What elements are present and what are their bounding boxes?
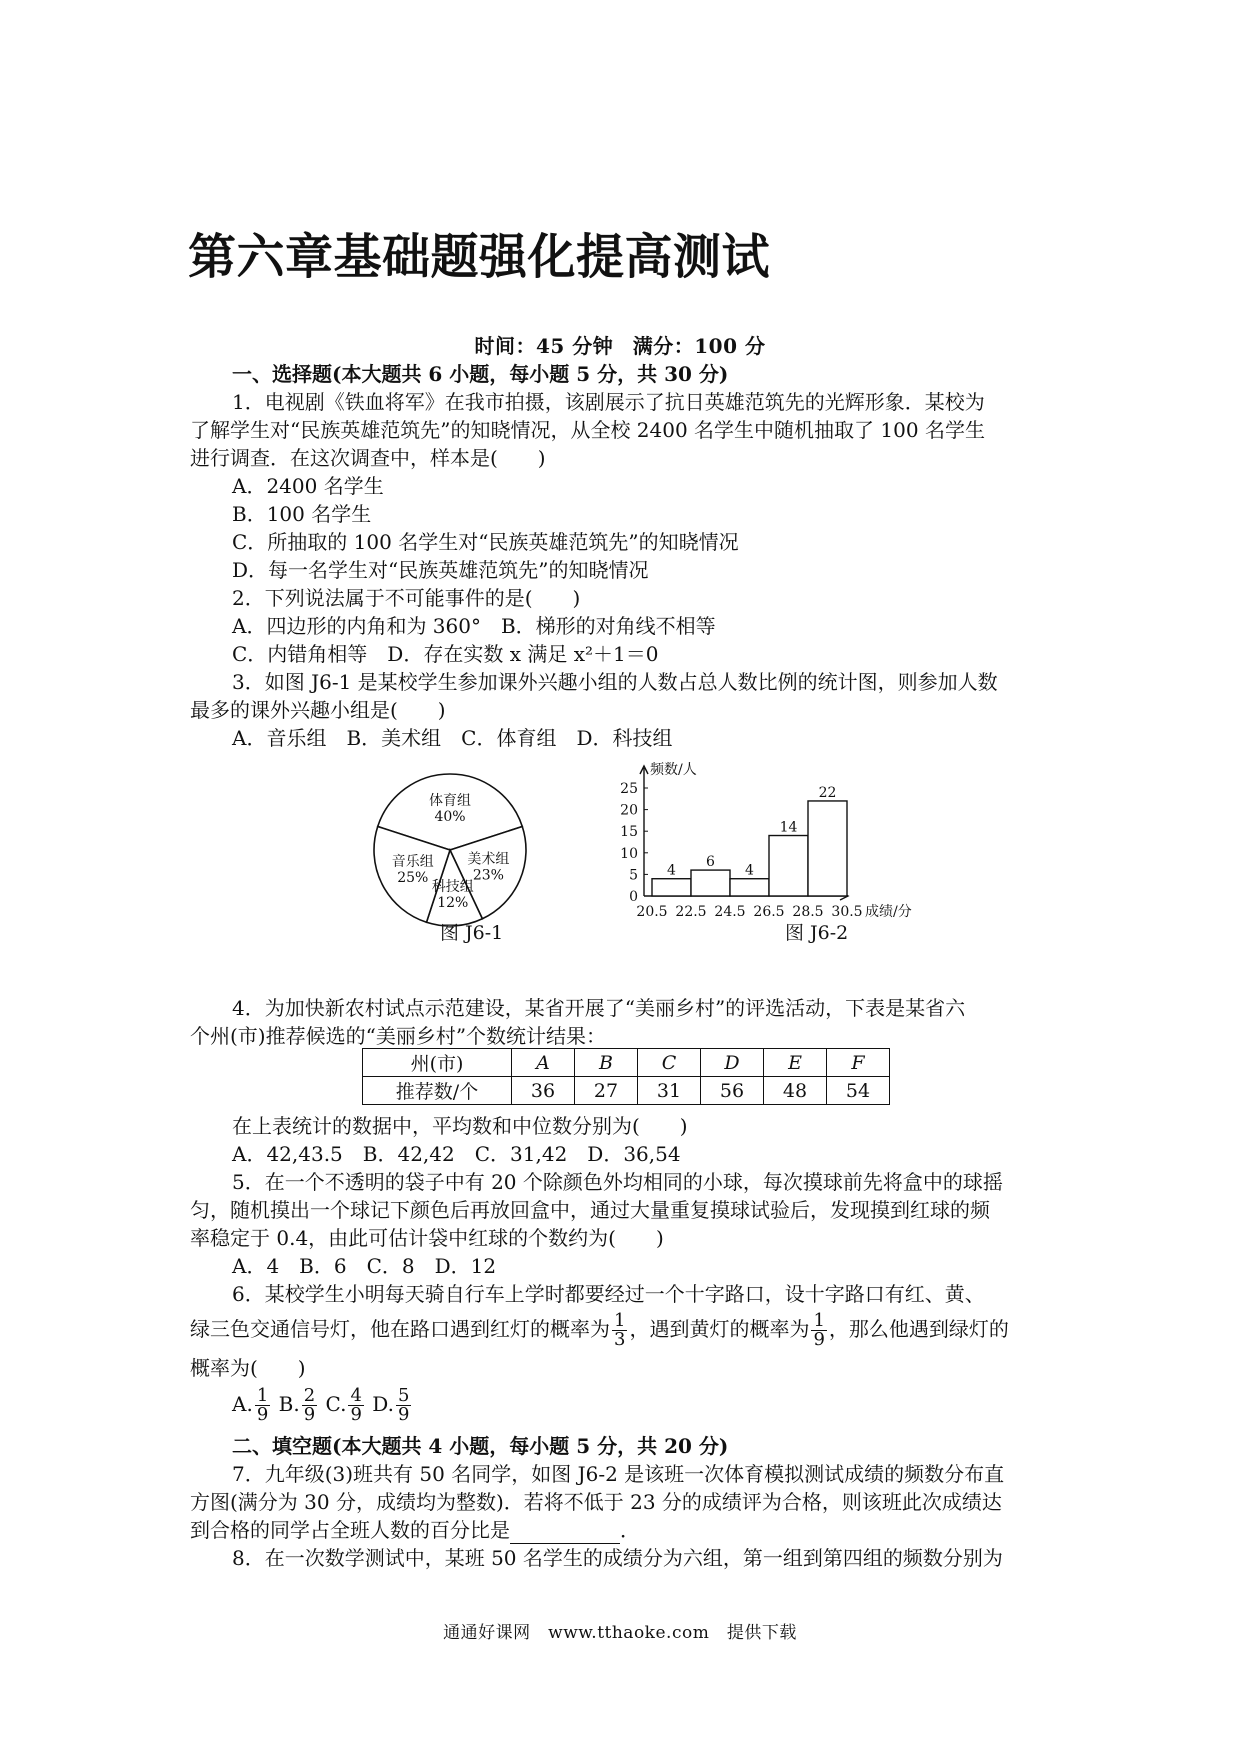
- table-header-cell: F: [827, 1049, 890, 1077]
- question-text: 率稳定于 0.4，由此可估计袋中红球的个数约为( ): [190, 1226, 664, 1250]
- questions-block-1: [190, 360, 1055, 752]
- fraction-numerator: 1: [614, 1310, 626, 1331]
- question-text: 3．如图 J6-1 是某校学生参加课外兴趣小组的人数占总人数比例的统计图，则参加人数: [232, 670, 998, 694]
- questions-block-2: [190, 994, 1055, 1050]
- histogram-bar: [769, 836, 808, 896]
- pie-percent-label: 25%: [397, 870, 429, 886]
- bar-value-label: 4: [745, 862, 754, 879]
- fraction-denominator: 9: [813, 1329, 825, 1350]
- histogram-bar: [808, 801, 847, 896]
- question-text: 4．为加快新农村试点示范建设，某省开展了“美丽乡村”的评选活动，下表是某省六: [232, 996, 966, 1020]
- x-axis-label: 成绩/分: [865, 904, 912, 920]
- page-footer: 通通好课网 www.tthaoke.com 提供下载: [443, 1623, 797, 1643]
- x-tick-label: 30.5: [831, 904, 863, 920]
- table-header-cell: A: [512, 1049, 575, 1077]
- text-run: ，遇到黄灯的概率为: [629, 1317, 810, 1341]
- question-text: 7．九年级(3)班共有 50 名同学，如图 J6-2 是该班一次体育模拟测试成绩的频数分布直: [232, 1462, 1005, 1486]
- option-label: C.: [325, 1392, 347, 1416]
- option-label: D.: [372, 1392, 394, 1416]
- question-text: 个州(市)推荐候选的“美丽乡村”个数统计结果：: [190, 1024, 607, 1048]
- question-text: 概率为( ): [190, 1356, 306, 1380]
- pie-label: 科技组: [431, 879, 474, 895]
- x-tick-label: 20.5: [636, 904, 668, 920]
- table-header-cell: 推荐数/个: [363, 1077, 512, 1105]
- question-text: 了解学生对“民族英雄范筑先”的知晓情况，从全校 2400 名学生中随机抽取了 100 名学生: [190, 418, 985, 442]
- option-row: A．音乐组 B．美术组 C．体育组 D．科技组: [232, 726, 673, 750]
- question-text: 5．在一个不透明的袋子中有 20 个除颜色外均相同的小球，每次摸球前先将盒中的球摇: [232, 1170, 1003, 1194]
- bar-value-label: 4: [667, 862, 676, 879]
- fraction: [396, 1387, 411, 1424]
- y-axis-label: 频数/人: [650, 762, 697, 778]
- option: C．所抽取的 100 名学生对“民族英雄范筑先”的知晓情况: [232, 530, 739, 554]
- bar-value-label: 22: [818, 784, 837, 801]
- pie-percent-label: 12%: [437, 895, 469, 911]
- fraction: [348, 1387, 363, 1424]
- y-tick-label: 0: [629, 889, 638, 905]
- time-limit: 时间：45 分钟: [474, 334, 614, 358]
- question-text: [190, 1308, 1055, 1350]
- pie-percent-label: 40%: [434, 809, 466, 826]
- fraction: [612, 1312, 627, 1349]
- y-tick-label: 5: [629, 867, 638, 884]
- table-cell: 54: [827, 1077, 890, 1105]
- fraction-numerator: 1: [813, 1310, 825, 1331]
- section-heading: 二、填空题(本大题共 4 小题，每小题 5 分，共 20 分): [232, 1434, 729, 1458]
- y-tick-label: 20: [620, 802, 638, 819]
- table-header-cell: B: [575, 1049, 638, 1077]
- table-header-cell: D: [701, 1049, 764, 1077]
- table-cell: 36: [512, 1077, 575, 1105]
- x-tick-label: 24.5: [714, 904, 746, 920]
- y-tick-label: 10: [620, 845, 638, 862]
- option: B．100 名学生: [232, 502, 372, 526]
- figure-caption: 图 J6-2: [785, 922, 849, 944]
- question-text: 6．某校学生小明每天骑自行车上学时都要经过一个十字路口，设十字路口有红、黄、: [232, 1282, 985, 1306]
- option-row: A．四边形的内角和为 360° B．梯形的对角线不相等: [232, 614, 716, 638]
- text-run: 到合格的同学占全班人数的百分比是: [190, 1518, 510, 1542]
- stats-table: [362, 1048, 890, 1105]
- histogram-chart: [600, 760, 930, 920]
- histogram-bar: [730, 879, 769, 896]
- pie-label: 体育组: [429, 793, 471, 810]
- text-run: ，那么他遇到绿灯的: [828, 1317, 1009, 1341]
- table-cell: 48: [764, 1077, 827, 1105]
- pie-chart: [370, 770, 530, 930]
- figure-caption: 图 J6-1: [440, 922, 504, 944]
- y-tick-label: 15: [620, 824, 638, 841]
- table-row: [363, 1049, 890, 1077]
- text-run: 绿三色交通信号灯，他在路口遇到红灯的概率为: [190, 1317, 610, 1341]
- table-header-cell: 州(市): [363, 1049, 512, 1077]
- fraction: [255, 1387, 270, 1424]
- option-row: A．4 B．6 C．8 D．12: [232, 1254, 497, 1278]
- pie-percent-label: 23%: [472, 867, 504, 884]
- question-text: 2．下列说法属于不可能事件的是( ): [232, 586, 581, 610]
- fraction-denominator: 3: [614, 1329, 626, 1350]
- fraction-denominator: 9: [350, 1404, 362, 1425]
- option-row: C．内错角相等 D．存在实数 x 满足 x²＋1＝0: [232, 642, 659, 666]
- table-cell: 56: [701, 1077, 764, 1105]
- table-cell: 31: [638, 1077, 701, 1105]
- table-row: [363, 1077, 890, 1105]
- option: D．每一名学生对“民族英雄范筑先”的知晓情况: [232, 558, 649, 582]
- question-text: 进行调查．在这次调查中，样本是( ): [190, 446, 546, 470]
- pie-label: 音乐组: [391, 854, 434, 870]
- fraction-denominator: 9: [397, 1404, 410, 1425]
- fraction: [302, 1387, 317, 1424]
- question-text: 最多的课外兴趣小组是( ): [190, 698, 446, 722]
- x-tick-label: 26.5: [753, 904, 785, 920]
- questions-block-3: [190, 1112, 1055, 1572]
- question-text: 8．在一次数学测试中，某班 50 名学生的成绩分为六组，第一组到第四组的频数分别为: [232, 1546, 1003, 1570]
- histogram-bar: [652, 879, 691, 896]
- y-tick-label: 25: [620, 781, 638, 797]
- option: A．2400 名学生: [232, 474, 384, 498]
- bar-value-label: 14: [779, 819, 798, 836]
- fraction-numerator: 2: [303, 1385, 316, 1406]
- x-tick-label: 28.5: [792, 904, 824, 920]
- page-title: 第六章基础题强化提高测试: [188, 229, 771, 285]
- histogram-bar: [691, 870, 730, 896]
- fraction-denominator: 9: [303, 1404, 316, 1425]
- fraction-numerator: 1: [256, 1385, 269, 1406]
- option-label: A.: [232, 1392, 253, 1416]
- fraction: [811, 1312, 826, 1349]
- fraction-numerator: 4: [350, 1385, 362, 1406]
- table-cell: 27: [575, 1077, 638, 1105]
- option-row: A．42,43.5 B．42,42 C．31,42 D．36,54: [232, 1142, 681, 1166]
- question-text: 1．电视剧《铁血将军》在我市拍摄，该剧展示了抗日英雄范筑先的光辉形象．某校为: [232, 390, 985, 414]
- bar-value-label: 6: [706, 854, 715, 871]
- question-text: [190, 1516, 1055, 1544]
- full-score: 满分：100 分: [632, 334, 766, 358]
- question-text: 方图(满分为 30 分，成绩均为整数)．若将不低于 23 分的成绩评为合格，则该班此次成绩达: [190, 1490, 1002, 1514]
- option-row: [190, 1382, 1055, 1426]
- question-text: 在上表统计的数据中，平均数和中位数分别为( ): [232, 1114, 688, 1138]
- table-header-cell: C: [638, 1049, 701, 1077]
- option-label: B.: [278, 1392, 300, 1416]
- table-header-cell: E: [764, 1049, 827, 1077]
- fraction-denominator: 9: [256, 1404, 269, 1425]
- pie-label: 美术组: [467, 851, 510, 868]
- fraction-numerator: 5: [397, 1385, 410, 1406]
- section-heading: 一、选择题(本大题共 6 小题，每小题 5 分，共 30 分): [232, 362, 729, 386]
- answer-blank: [510, 1523, 620, 1544]
- exam-meta: [0, 330, 1240, 359]
- text-run: ．: [620, 1518, 640, 1542]
- question-text: 匀，随机摸出一个球记下颜色后再放回盒中，通过大量重复摸球试验后，发现摸到红球的频: [190, 1198, 990, 1222]
- x-tick-label: 22.5: [675, 904, 707, 920]
